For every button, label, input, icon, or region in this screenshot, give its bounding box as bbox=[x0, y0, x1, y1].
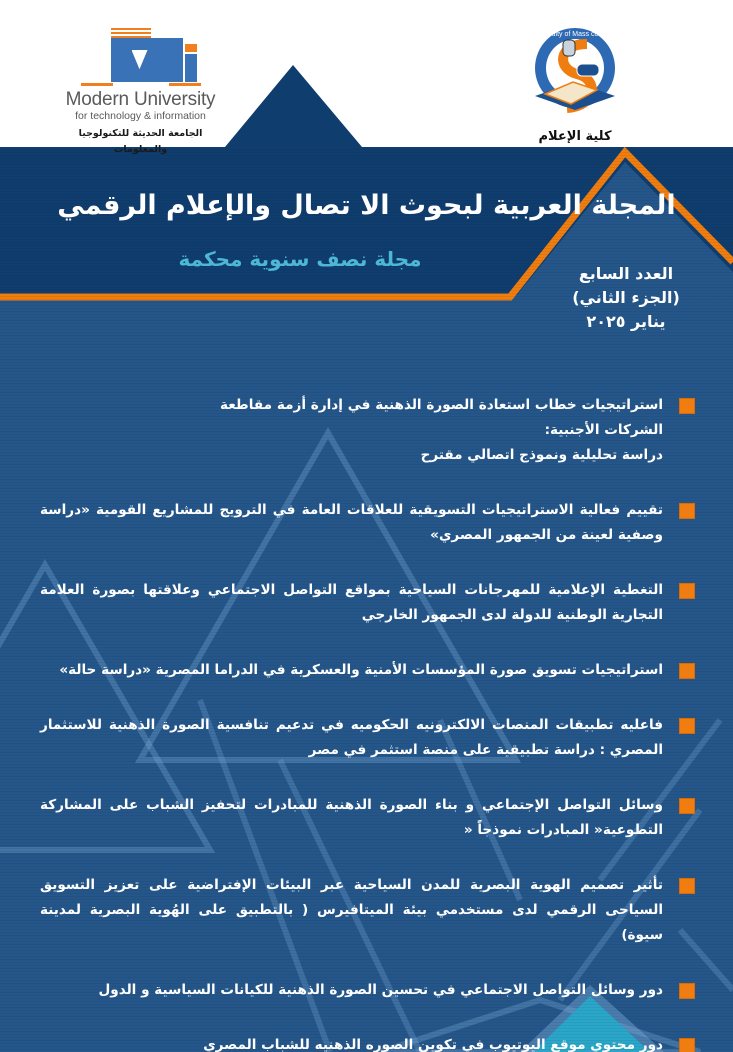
orange-square-bullet-icon bbox=[679, 503, 695, 519]
article-title: استراتيجيات تسويق صورة المؤسسات الأمنية والعسكرية في الدراما المصرية «دراسة حالة» bbox=[59, 662, 663, 678]
orange-square-bullet-icon bbox=[679, 718, 695, 734]
article-title: دور وسائل التواصل الاجتماعي في تحسين الصورة الذهنية للكيانات السياسية و الدول bbox=[98, 982, 663, 998]
orange-square-bullet-icon bbox=[679, 398, 695, 414]
article-item bbox=[40, 793, 695, 843]
article-title: استراتيجيات خطاب استعادة الصورة الذهنية في إدارة أزمة مقاطعة الشركات الأجنبية: bbox=[220, 397, 663, 438]
article-title: تقييم فعالية الاستراتيجيات التسويقية للعلاقات العامة في الترويج للمشاريع القومية «دراسة وصفية لعينة من الجمهور المصري» bbox=[40, 502, 663, 543]
university-tagline-en: for technology & information bbox=[75, 110, 206, 122]
article-title: دور محتوي موقع اليوتيوب في تكوين الصوره الذهنيه للشباب المصري bbox=[203, 1037, 663, 1052]
journal-subtitle: مجلة نصف سنوية محكمة bbox=[178, 247, 422, 271]
faculty-mass-comm-logo bbox=[527, 24, 623, 144]
orange-square-bullet-icon bbox=[679, 583, 695, 599]
article-item bbox=[40, 498, 695, 548]
university-name-en: Modern University bbox=[65, 89, 216, 110]
article-subtitle: دراسة تحليلية ونموذج اتصالي مقترح bbox=[420, 447, 663, 463]
orange-square-bullet-icon bbox=[679, 1038, 695, 1052]
articles-list bbox=[40, 393, 695, 1052]
article-item bbox=[40, 1033, 695, 1052]
mti-logo-mark-icon bbox=[81, 26, 201, 88]
article-item bbox=[40, 393, 695, 468]
orange-square-bullet-icon bbox=[679, 878, 695, 894]
article-item bbox=[40, 873, 695, 948]
orange-square-bullet-icon bbox=[679, 983, 695, 999]
orange-square-bullet-icon bbox=[679, 663, 695, 679]
orange-square-bullet-icon bbox=[679, 798, 695, 814]
article-item bbox=[40, 978, 695, 1003]
faculty-emblem-icon bbox=[527, 24, 623, 120]
article-title: تأثير تصميم الهوية البصرية للمدن السياحية عبر البيئات الإفتراضية على تعزيز التسويق السياحى الرقمي لدى مستخدمي بيئة الميتافيرس ( بالتطبيق على الهُوية البصرية لمدينة سيوة) bbox=[40, 877, 663, 943]
issue-number: العدد السابع bbox=[578, 264, 674, 283]
article-title: وسائل التواصل الإجتماعي و بناء الصورة الذهنية للمبادرات لتحفيز الشباب على المشاركة التطوعية« المبادرات نموذجاً « bbox=[40, 797, 663, 838]
mti-university-logo bbox=[58, 26, 223, 155]
issue-date: يناير ٢٠٢٥ bbox=[586, 312, 666, 331]
article-item bbox=[40, 578, 695, 628]
article-title: فاعليه تطبيقات المنصات الالكترونيه الحكوميه في تدعيم تنافسية الصورة الذهنية للاستثمار المصري : دراسة تطبيقية على منصة استثمر في مصر bbox=[40, 717, 663, 758]
issue-part: (الجزء الثاني) bbox=[572, 288, 680, 307]
issue-info bbox=[556, 262, 696, 334]
article-item bbox=[40, 713, 695, 763]
faculty-name-ar: كلية الإعلام bbox=[538, 129, 612, 144]
article-title: التغطية الإعلامية للمهرجانات السياحية بمواقع التواصل الاجتماعي وعلاقتها بصورة العلامة التجارية الوطنية للدولة لدى الجمهور الخارجي bbox=[40, 582, 663, 623]
journal-title: المجلة العربية لبحوث الا تصال والإعلام الرقمي bbox=[57, 190, 676, 221]
university-name-ar: الجامعة الحديثة للتكنولوجيا والمعلومات bbox=[78, 128, 203, 155]
svg-text:Faculty of Mass comm: Faculty of Mass comm bbox=[539, 31, 611, 38]
article-item bbox=[40, 658, 695, 683]
